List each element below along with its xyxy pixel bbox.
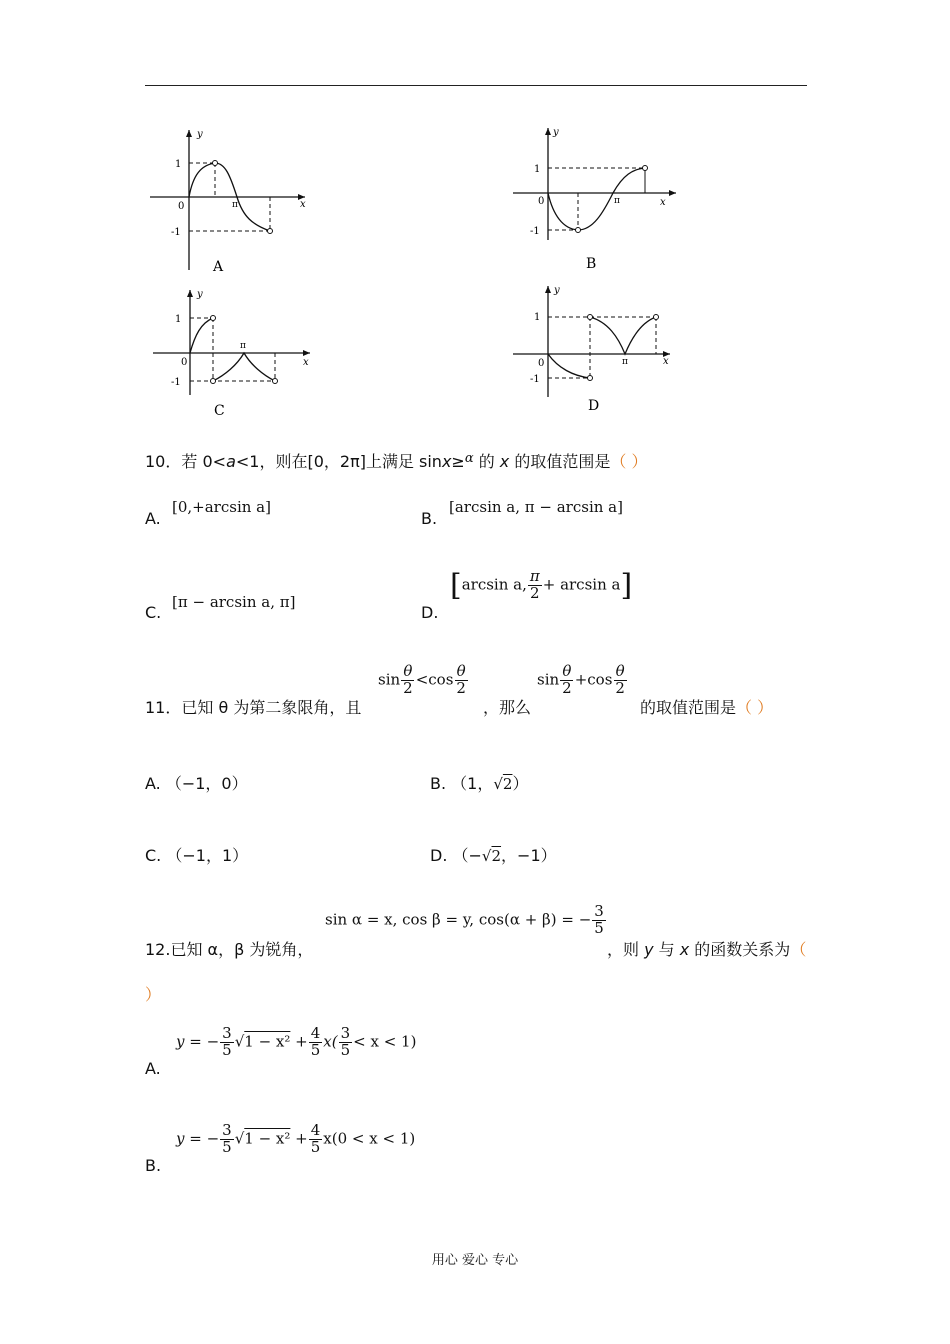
option-12b-math: y = − $\frac{3}{5}$ √1 − x² + $\frac{4}{5}$ x(0 < x < 1) <box>176 1121 416 1156</box>
tick-one: 1 <box>175 159 182 170</box>
sqrt-symbol: √2 <box>481 847 502 865</box>
question-number: 12. <box>145 940 171 959</box>
option-text: （−1，1） <box>166 846 249 865</box>
option-11a[interactable]: A. （−1，0） <box>145 774 248 793</box>
tick-one: 1 <box>534 312 541 323</box>
graph-letter: C <box>214 403 225 419</box>
tick-neg-one: -1 <box>171 227 181 238</box>
tick-pi: π <box>232 200 238 210</box>
question-number: 10． <box>145 452 182 471</box>
tick-neg-one: -1 <box>171 377 181 388</box>
option-10d[interactable] <box>421 603 438 622</box>
option-10c[interactable] <box>145 603 161 622</box>
question-text-tail: ，则 y 与 x 的函数关系为（ <box>607 940 807 959</box>
graph-letter: A <box>213 259 224 275</box>
y-axis-label: y <box>197 129 203 140</box>
header-rule <box>145 85 807 86</box>
tick-neg-one: -1 <box>530 226 540 237</box>
x-axis-label: x <box>660 197 666 208</box>
option-10d-math: [arcsin a, $\frac{\pi}{2}$ + arcsin a] <box>450 567 633 603</box>
answer-paren-close: ） <box>145 985 162 1004</box>
question-text: 的 <box>473 452 500 471</box>
graph-b <box>508 125 688 275</box>
option-label: C. <box>145 603 162 622</box>
x-axis-label: x <box>303 357 309 368</box>
tick-pi: π <box>614 196 620 206</box>
option-11b[interactable]: B. （1，√2） <box>430 774 529 793</box>
question-text: 已知 α，β 为锐角， <box>170 940 314 959</box>
option-11d[interactable]: D. （−√2，−1） <box>430 846 557 865</box>
tick-zero: 0 <box>178 201 185 212</box>
tick-zero: 0 <box>181 357 188 368</box>
sqrt-symbol: √2 <box>493 775 513 793</box>
graph-a <box>145 125 325 275</box>
option-label: B. <box>421 509 438 528</box>
var-x: x <box>441 452 452 471</box>
graph-d <box>508 282 688 417</box>
tick-zero: 0 <box>538 196 545 207</box>
answer-paren: （ ） <box>610 452 648 471</box>
tick-pi: π <box>622 357 628 367</box>
question-11 <box>145 695 361 718</box>
x-axis-label: x <box>663 356 669 367</box>
option-label: A. <box>145 509 161 528</box>
page-footer: 用心 爱心 专心 <box>431 1253 519 1268</box>
tick-pi: π <box>240 341 246 351</box>
tick-zero: 0 <box>538 358 545 369</box>
question-12 <box>145 937 313 960</box>
question-text: 若 0< <box>181 452 227 471</box>
question-text: ，那么 <box>483 698 532 717</box>
option-text: （−1，0） <box>165 774 248 793</box>
question-number: 11． <box>145 698 182 717</box>
alpha-symbol: α <box>464 451 474 466</box>
option-10b-math: [arcsin a, π − arcsin a] <box>449 498 623 516</box>
graph-c <box>145 285 325 420</box>
question-text: 已知 θ 为第二象限角，且 <box>181 698 362 717</box>
option-12a-math: y = − $\frac{3}{5}$ √1 − x² + $\frac{4}{5}$ x( $\frac{3}{5}$ < x < 1) <box>176 1024 417 1059</box>
graph-letter: D <box>588 398 600 414</box>
question-text: <1，则在[0，2π]上满足 sin <box>235 452 442 471</box>
question-10 <box>145 449 647 472</box>
answer-paren: （ ） <box>736 698 774 717</box>
var-a: a <box>226 452 236 471</box>
tick-one: 1 <box>534 164 541 175</box>
x-axis-label: x <box>300 199 306 210</box>
option-12b[interactable]: B. <box>145 1156 162 1175</box>
q11-expr-math: sin $\frac{\theta}{2}$ +cos $\frac{\theta}{2}$ <box>537 662 625 697</box>
q11-condition-math: sin $\frac{\theta}{2}$ <cos $\frac{\theta}{2}$ <box>378 662 466 697</box>
question-text-tail: 的取值范围是（ ） <box>640 698 774 717</box>
y-axis-label: y <box>553 127 559 138</box>
var-x: x <box>499 452 510 471</box>
question-text: 的取值范围是 <box>509 452 611 471</box>
option-11c[interactable]: C. （−1，1） <box>145 846 249 865</box>
option-10c-math: [π − arcsin a, π] <box>172 593 296 611</box>
q12-formula: sin α = x, cos β = y, cos(α + β) = − $\frac{3}{5}$ <box>325 902 604 937</box>
y-axis-label: y <box>554 285 560 296</box>
y-axis-label: y <box>197 289 203 300</box>
tick-one: 1 <box>175 314 182 325</box>
graph-letter: B <box>586 256 597 272</box>
option-10b[interactable] <box>421 509 437 528</box>
tick-neg-one: -1 <box>530 374 540 385</box>
option-10a-math: [0,+arcsin a] <box>172 498 271 516</box>
option-label: D. <box>421 603 439 622</box>
question-text: ≥ <box>451 452 465 471</box>
option-12a[interactable]: A. <box>145 1059 161 1078</box>
option-10a[interactable] <box>145 509 161 528</box>
